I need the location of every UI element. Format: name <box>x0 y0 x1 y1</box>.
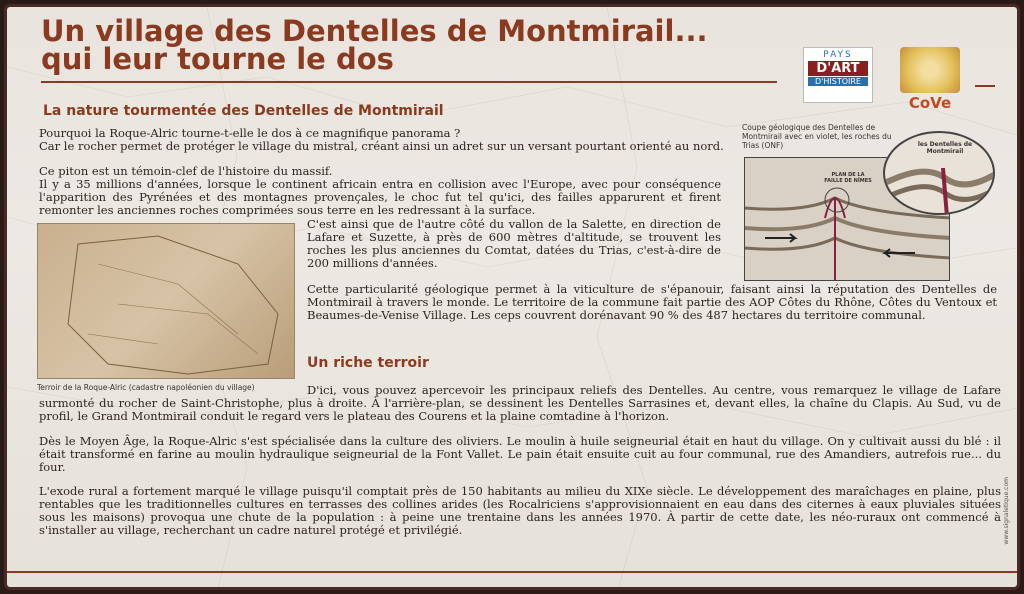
cadastre-map <box>37 223 295 379</box>
title-rule-right <box>975 85 995 87</box>
dentelles-zoom-circle <box>883 131 995 215</box>
faille-label: PLAN DE LA FAILLE DE NÎMES <box>824 172 872 184</box>
cove-logo <box>897 47 963 113</box>
cove-logo-text: CoVe <box>908 94 952 112</box>
signboard <box>4 4 1020 590</box>
title-line-2: qui leur tourne le dos <box>41 42 394 76</box>
title-rule <box>41 81 777 83</box>
paragraph-3: C'est ainsi que de l'autre côté du vallon de la Salette, en direction de Lafare et Suzette, à près de 600 mètres d'altitude, se trouvent les roches les plus anciennes du Comtat, datées du Trias, c'est-à-dire de 200 millions d'années. <box>307 217 721 270</box>
section-title-nature: La nature tourmentée des Dentelles de Montmirail <box>43 103 444 119</box>
main-title <box>41 14 708 76</box>
bottom-rule <box>7 571 1020 573</box>
map-drawing <box>38 224 295 379</box>
pays-logo-text-1: PAYS <box>823 50 853 60</box>
paragraph-6: Dès le Moyen Âge, la Roque-Alric s'est spécialisée dans la culture des oliviers. Le moulin à huile seigneurial était en haut du village. On y cultivait aussi du blé : il était transformé en farine au moulin hydraulique seigneurial de la Font Vallet. Le pain était ensuite cuit au four communal, rue des Amandiers, autrefois rue... du four. <box>39 434 1001 474</box>
section-title-terroir: Un riche terroir <box>307 355 429 371</box>
paragraph-2: Ce piton est un témoin-clef de l'histoire du massif. Il y a 35 millions d'années, lorsque le continent africain entra en collision avec l'Europe, avec pour conséquence l'apparition des Pyrénées et des montagnes provençales, le choc fut tel qu'ici, des failles apparurent et firent remonter les anciennes roches comprimées sous terre en les redressant à la surface. <box>39 164 721 217</box>
pays-art-histoire-logo <box>803 47 873 103</box>
paragraph-4: Cette particularité géologique permet à la viticulture de s'épanouir, faisant ainsi la réputation des Dentelles de Montmirail à travers le monde. Le territoire de la commune fait partie des AOP Côtes du Rhône, Côtes du Ventoux et Beaumes-de-Venise Village. Les ceps couvrent dorénavant 90 % des 487 hectares du territoire communal. <box>307 282 997 322</box>
map-caption: Terroir de la Roque-Alric (cadastre napoléonien du village) <box>37 383 255 392</box>
title-line-1: Un village des Dentelles de Montmirail... <box>41 14 708 48</box>
pays-logo-text-3: D'HISTOIRE <box>808 77 868 86</box>
dentelles-label: les Dentelles de Montmirail <box>917 141 973 155</box>
paragraph-5: D'ici, vous pouvez apercevoir les principaux reliefs des Dentelles. Au centre, vous remarquez le village de Lafare surmonté du rocher de Saint-Christophe, plus à droite. À l'arrière-plan, se dessinent les Dentelles Sarrasines et, devant elles, la chaîne du Clapis. Au Sud, vu de profil, le Grand Montmirail conduit le regard vers le plateau des Courens et la plaine comtadine à l'horizon. <box>39 383 1001 423</box>
paragraph-7: L'exode rural a fortement marqué le village puisqu'il comptait près de 150 habitants au milieu du XIXe siècle. Le développement des maraîchages en plaine, plus rentables que les traditionnelles cultures en terrasses des collines arides (les Rocalriciens s'approvisionnaient en eau dans des citernes à eaux pluviales situées sous les maisons) provoqua une chute de la population : à peine une trentaine dans les années 1970. À partir de cette date, les néo-ruraux ont commencé à s'installer au village, recherchant un cadre naturel protégé et privilégié. <box>39 484 1001 537</box>
cove-emblem-icon <box>900 47 960 93</box>
paragraph-1: Pourquoi la Roque-Alric tourne-t-elle le dos à ce magnifique panorama ? Car le rocher permet de protéger le village du mistral, créant ainsi un adret sur un versant pourtant orienté au nord. <box>39 126 724 153</box>
credit-text: www.signaletique.com <box>1003 477 1010 545</box>
pays-logo-text-2: D'ART <box>808 61 868 76</box>
diagram-caption: Coupe géologique des Dentelles de Montmirail avec en violet, les roches du Trias (ONF) <box>742 123 892 150</box>
